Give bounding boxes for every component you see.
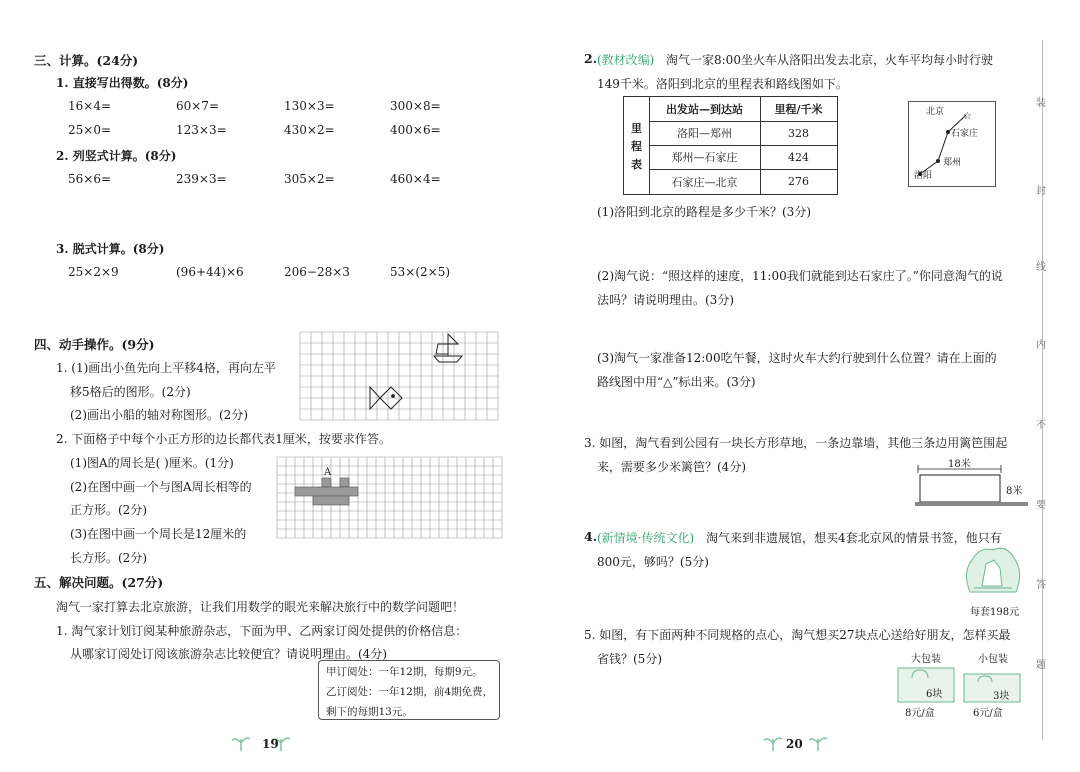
- map-zhengzhou: 郑州: [943, 158, 962, 168]
- q4-2-b1: (2)在图中画一个与图A周长相等的: [70, 480, 252, 494]
- binding-char: 装: [1036, 98, 1046, 109]
- page-number-left: 19: [262, 737, 279, 751]
- q4-2-b2: 正方形。(2分): [70, 503, 147, 517]
- table-side-label: 里: [631, 122, 642, 135]
- table-side-label: 表: [631, 158, 642, 171]
- q2-sub2-line2: 法吗？请说明理由。(3分): [597, 293, 734, 307]
- q3-line2: 来，需要多少米篱笆？(4分): [597, 460, 746, 474]
- binding-char: 封: [1036, 186, 1046, 197]
- q4-number: 4.: [584, 529, 598, 544]
- shape-a: [295, 478, 358, 505]
- calc-item: 25×0=: [68, 123, 112, 137]
- binding-char: 答: [1036, 580, 1046, 591]
- calc-item: 206−28×3: [284, 265, 350, 279]
- q5-line1: 5. 如图，有下面两种不同规格的点心，淘气想买27块点心送给好朋友，怎样买最: [584, 628, 1011, 642]
- table-cell: 328: [788, 126, 809, 140]
- price-box-line3: 剩下的每期13元。: [326, 706, 413, 718]
- section3-title: 三、计算。(24分): [34, 53, 139, 68]
- q4-1-line3: (2)画出小船的轴对称图形。(2分): [70, 408, 248, 422]
- section4-title: 四、动手操作。(9分): [34, 337, 155, 352]
- lawn-width-label: 8米: [1006, 486, 1023, 497]
- grid-shape-a: [277, 457, 502, 541]
- calc-item: 239×3=: [176, 172, 227, 186]
- calc-item: 53×(2×5): [390, 265, 451, 279]
- calc-item: 25×2×9: [68, 265, 119, 279]
- binding-char: 不: [1036, 420, 1046, 431]
- q4-2-title: 2. 下面格子中每个小正方形的边长都代表1厘米，按要求作答。: [56, 432, 391, 446]
- table-cell: 424: [788, 150, 809, 164]
- q2-sub3-line2: 路线图中用“△”标出来。(3分): [597, 375, 756, 389]
- bookmark-price: 每套198元: [970, 607, 1020, 618]
- table-header: 里程/千米: [774, 103, 823, 116]
- calc-item: 60×7=: [176, 99, 220, 113]
- binding-char: 内: [1036, 340, 1046, 351]
- q4-1-line1: 1. (1)画出小鱼先向上平移4格，再向左平: [56, 361, 276, 375]
- q2-number: 2.: [584, 51, 598, 66]
- q3-3-title: 3. 脱式计算。(8分): [56, 242, 165, 256]
- table-cell: 276: [788, 175, 809, 188]
- calc-item: 300×8=: [390, 99, 441, 113]
- table-cell: 洛阳—郑州: [677, 127, 732, 140]
- q2-sub2-line1: (2)淘气说：“照这样的速度，11:00我们就能到达石家庄了。”你同意淘气的说: [597, 269, 1003, 283]
- table-cell: 石家庄—北京: [671, 175, 738, 189]
- boat-icon: [434, 334, 462, 362]
- small-package-price: 6元/盒: [973, 708, 1003, 719]
- map-luoyang: 洛阳: [914, 171, 933, 181]
- calc-item: 123×3=: [176, 123, 227, 137]
- big-package-label: 大包装: [911, 654, 941, 665]
- q3-1-title: 1. 直接写出得数。(8分): [56, 76, 189, 90]
- binding-char: 线: [1036, 262, 1046, 273]
- q2-sub3-line1: (3)淘气一家准备12:00吃午餐，这时火车大约行驶到什么位置？请在上面的: [597, 351, 997, 365]
- q2-line2: 149千米。洛阳到北京的里程表和路线图如下。: [597, 77, 848, 91]
- q5-line2: 省钱？(5分): [597, 652, 662, 666]
- calc-item: 16×4=: [68, 99, 112, 113]
- table-cell: 郑州—石家庄: [671, 151, 738, 164]
- q3-line1: 3. 如图，淘气看到公园有一块长方形草地，一条边靠墙，其他三条边用篱笆围起: [584, 436, 1008, 450]
- q4-1-line2: 移5格后的图形。(2分): [70, 385, 191, 399]
- price-box-line2: 乙订阅处：一年12期，前4期免费，: [326, 686, 494, 698]
- calc-item: (96+44)×6: [176, 265, 244, 279]
- binding-char: 题: [1036, 660, 1046, 671]
- big-package-price: 8元/盒: [905, 708, 935, 719]
- page-number-right: 20: [786, 737, 803, 751]
- q5-1-line2: 从哪家订阅处订阅该旅游杂志比较便宜？请说明理由。(4分): [70, 647, 388, 661]
- calc-item: 56×6=: [68, 172, 112, 186]
- q4-2-a: (1)图A的周长是( )厘米。(1分): [70, 456, 234, 470]
- map-shijiazhuang: 石家庄: [951, 129, 979, 139]
- q2-sub1: (1)洛阳到北京的路程是多少千米？(3分): [597, 205, 811, 219]
- q2-line1: 淘气一家8:00坐火车从洛阳出发去北京，火车平均每小时行驶: [666, 53, 993, 67]
- binding-char: 要: [1036, 500, 1046, 511]
- big-package-count: 6块: [926, 689, 943, 700]
- table-side-label: 程: [631, 140, 642, 153]
- q4-tag: (新情境·传统文化): [597, 531, 695, 545]
- calc-item: 430×2=: [284, 123, 335, 137]
- map-beijing: 北京: [926, 107, 945, 117]
- calc-item: 400×6=: [390, 123, 441, 137]
- q4-line1: 淘气来到非遗展馆，想买4套北京风的情景书签，他只有: [706, 531, 1002, 545]
- q5-1-line1: 1. 淘气家计划订阅某种旅游杂志，下面为甲、乙两家订阅处提供的价格信息：: [56, 624, 468, 638]
- mileage-table: [623, 96, 838, 195]
- grid-fish-boat: [300, 332, 500, 422]
- sec5-intro: 淘气一家打算去北京旅游，让我们用数学的眼光来解决旅行中的数学问题吧！: [56, 600, 465, 614]
- calc-item: 130×3=: [284, 99, 335, 113]
- bookmark-icon: [960, 542, 1026, 600]
- q4-2-c1: (3)在图中画一个周长是12厘米的: [70, 527, 247, 541]
- lawn-length-label: 18米: [948, 459, 971, 470]
- binding-line: [1042, 40, 1043, 740]
- price-box-line1: 甲订阅处：一年12期，每期9元。: [326, 666, 483, 678]
- section5-title: 五、解决问题。(27分): [34, 575, 164, 590]
- q2-tag: (教材改编): [597, 53, 655, 67]
- q3-2-title: 2. 列竖式计算。(8分): [56, 149, 177, 163]
- q4-2-c2: 长方形。(2分): [70, 551, 147, 565]
- small-package-label: 小包装: [978, 654, 1008, 665]
- calc-item: 305×2=: [284, 172, 335, 186]
- q4-line2: 800元，够吗？(5分): [597, 555, 709, 569]
- calc-item: 460×4=: [390, 172, 441, 186]
- shape-a-label: A: [324, 467, 332, 478]
- star-icon: ☆: [963, 111, 972, 122]
- table-header: 出发站—到达站: [666, 103, 743, 116]
- small-package-count: 3块: [993, 691, 1010, 702]
